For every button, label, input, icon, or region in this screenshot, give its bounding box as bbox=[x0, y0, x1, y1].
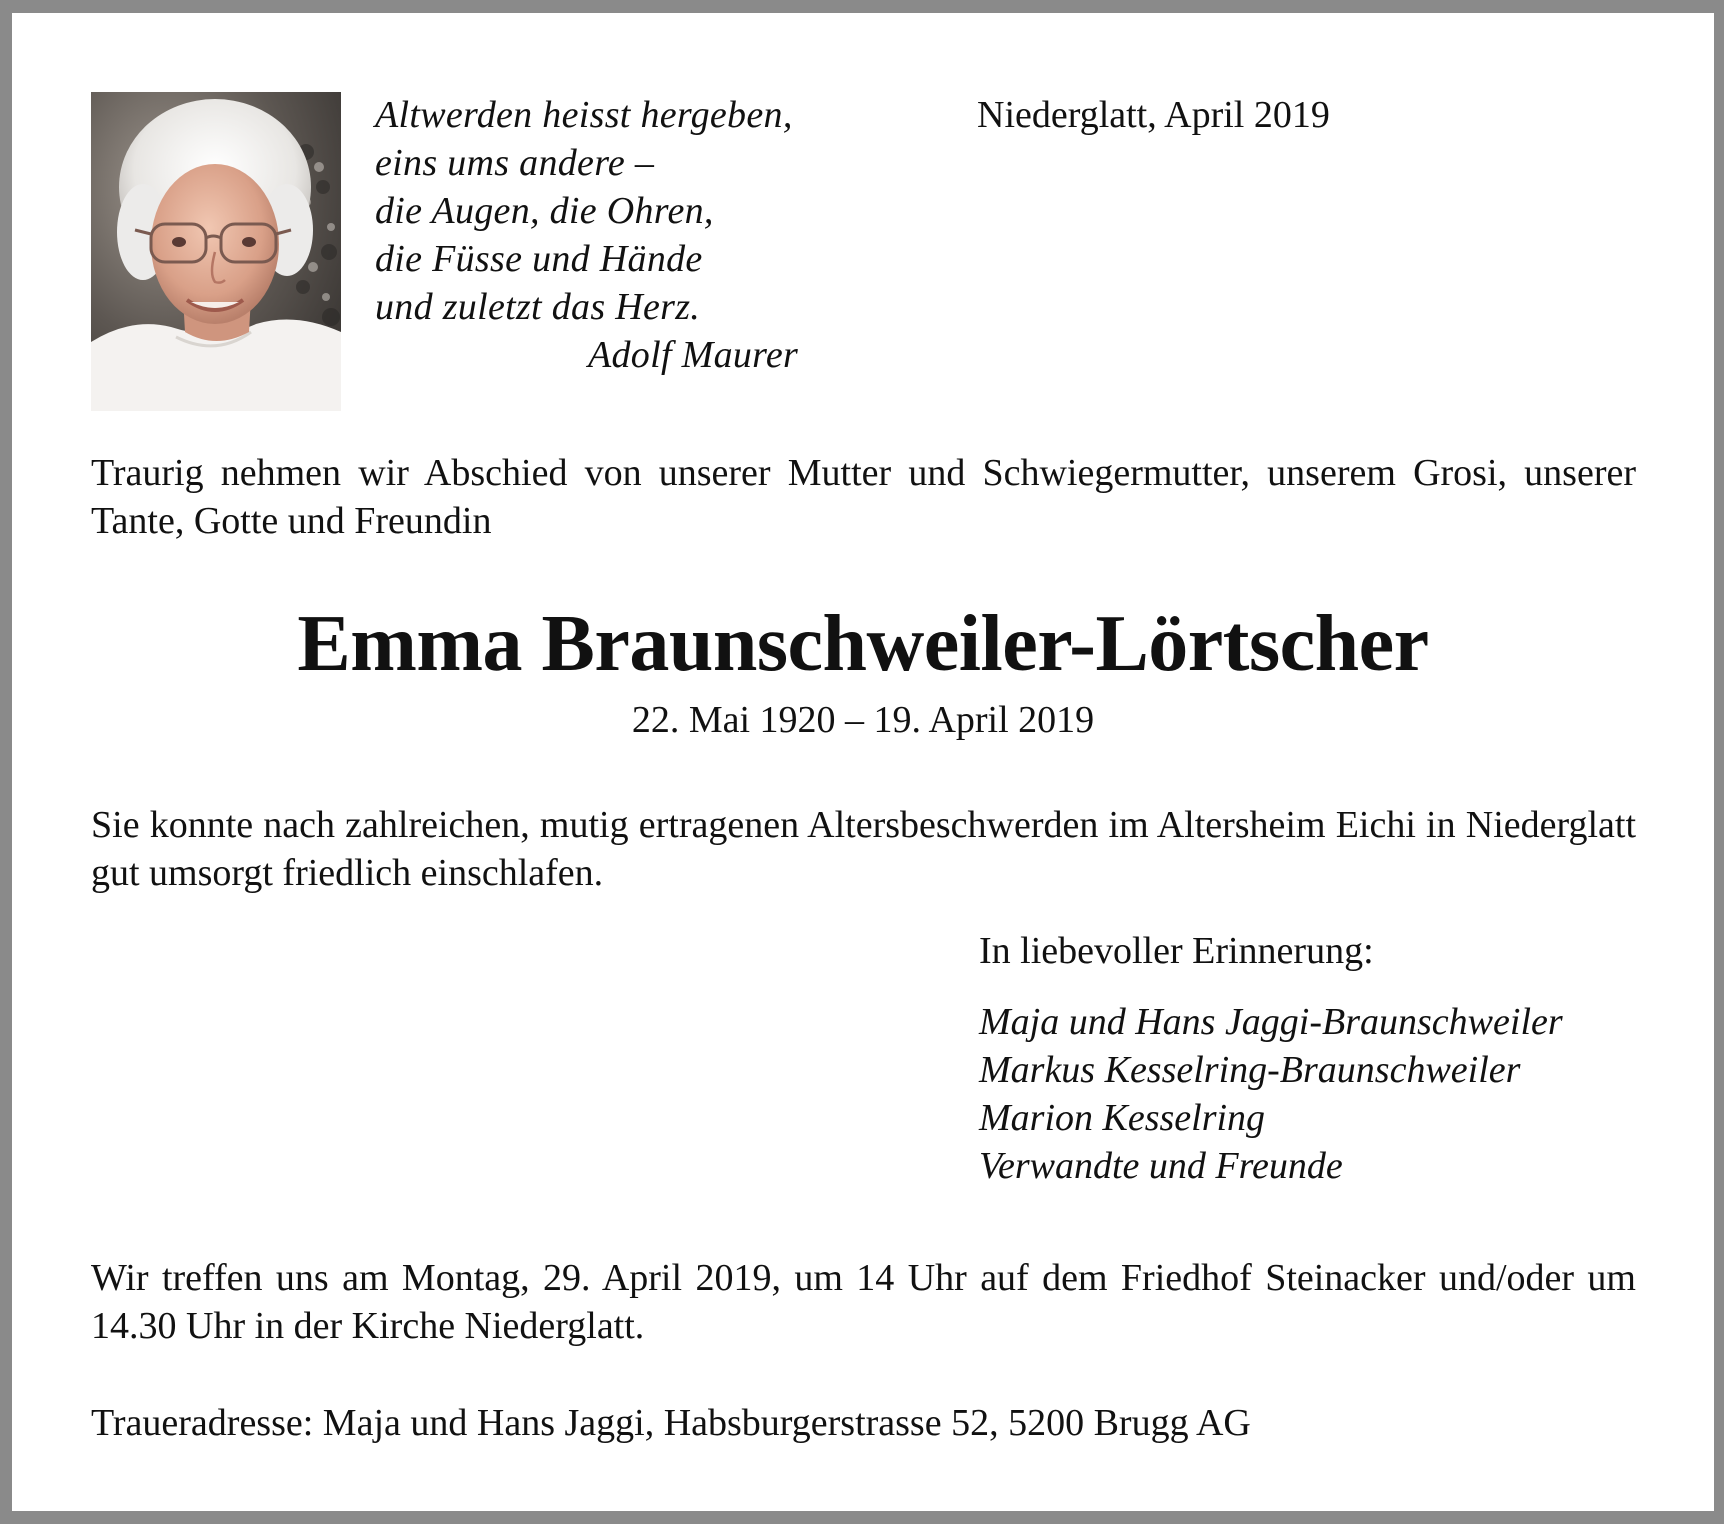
portrait-photo bbox=[91, 92, 341, 411]
intro-text: Traurig nehmen wir Abschied von unserer Mutter und Schwiegermutter, unserem Grosi, unserer Tante, Gotte und Freundin bbox=[91, 452, 1636, 542]
poem-line: die Augen, die Ohren, bbox=[375, 190, 714, 232]
poem-line: und zuletzt das Herz. bbox=[375, 286, 701, 328]
mourner-item: Maja und Hans Jaggi-Braunschweiler bbox=[979, 1001, 1563, 1043]
mourning-address: Traueradresse: Maja und Hans Jaggi, Habsburgerstrasse 52, 5200 Brugg AG bbox=[91, 1402, 1251, 1444]
poem-line: die Füsse und Hände bbox=[375, 238, 703, 280]
mourner-item: Markus Kesselring-Braunschweiler bbox=[979, 1049, 1521, 1091]
poem-line: Altwerden heisst hergeben, bbox=[375, 94, 793, 136]
poem-line: eins ums andere – bbox=[375, 142, 655, 184]
portrait-image bbox=[91, 92, 341, 411]
obituary-page bbox=[12, 13, 1714, 1511]
mourner-item: Verwandte und Freunde bbox=[979, 1145, 1343, 1187]
life-dates: 22. Mai 1920 – 19. April 2019 bbox=[631, 699, 1095, 741]
description-text: Sie konnte nach zahlreichen, mutig ertragenen Altersbeschwerden im Altersheim Eichi in Niederglatt gut umsorgt friedlich einschlafen. bbox=[91, 804, 1636, 894]
memory-heading: In liebevoller Erinnerung: bbox=[979, 930, 1374, 972]
mourner-item: Marion Kesselring bbox=[979, 1097, 1266, 1139]
poem bbox=[375, 91, 845, 379]
mourners-list bbox=[979, 998, 1563, 1190]
meeting-text: Wir treffen uns am Montag, 29. April 2019, um 14 Uhr auf dem Friedhof Steinacker und/oder um 14.30 Uhr in der Kirche Niederglatt. bbox=[91, 1257, 1636, 1347]
place-date: Niederglatt, April 2019 bbox=[977, 94, 1330, 136]
deceased-name: Emma Braunschweiler-Lörtscher bbox=[297, 600, 1429, 688]
poem-author: Adolf Maurer bbox=[588, 334, 799, 376]
